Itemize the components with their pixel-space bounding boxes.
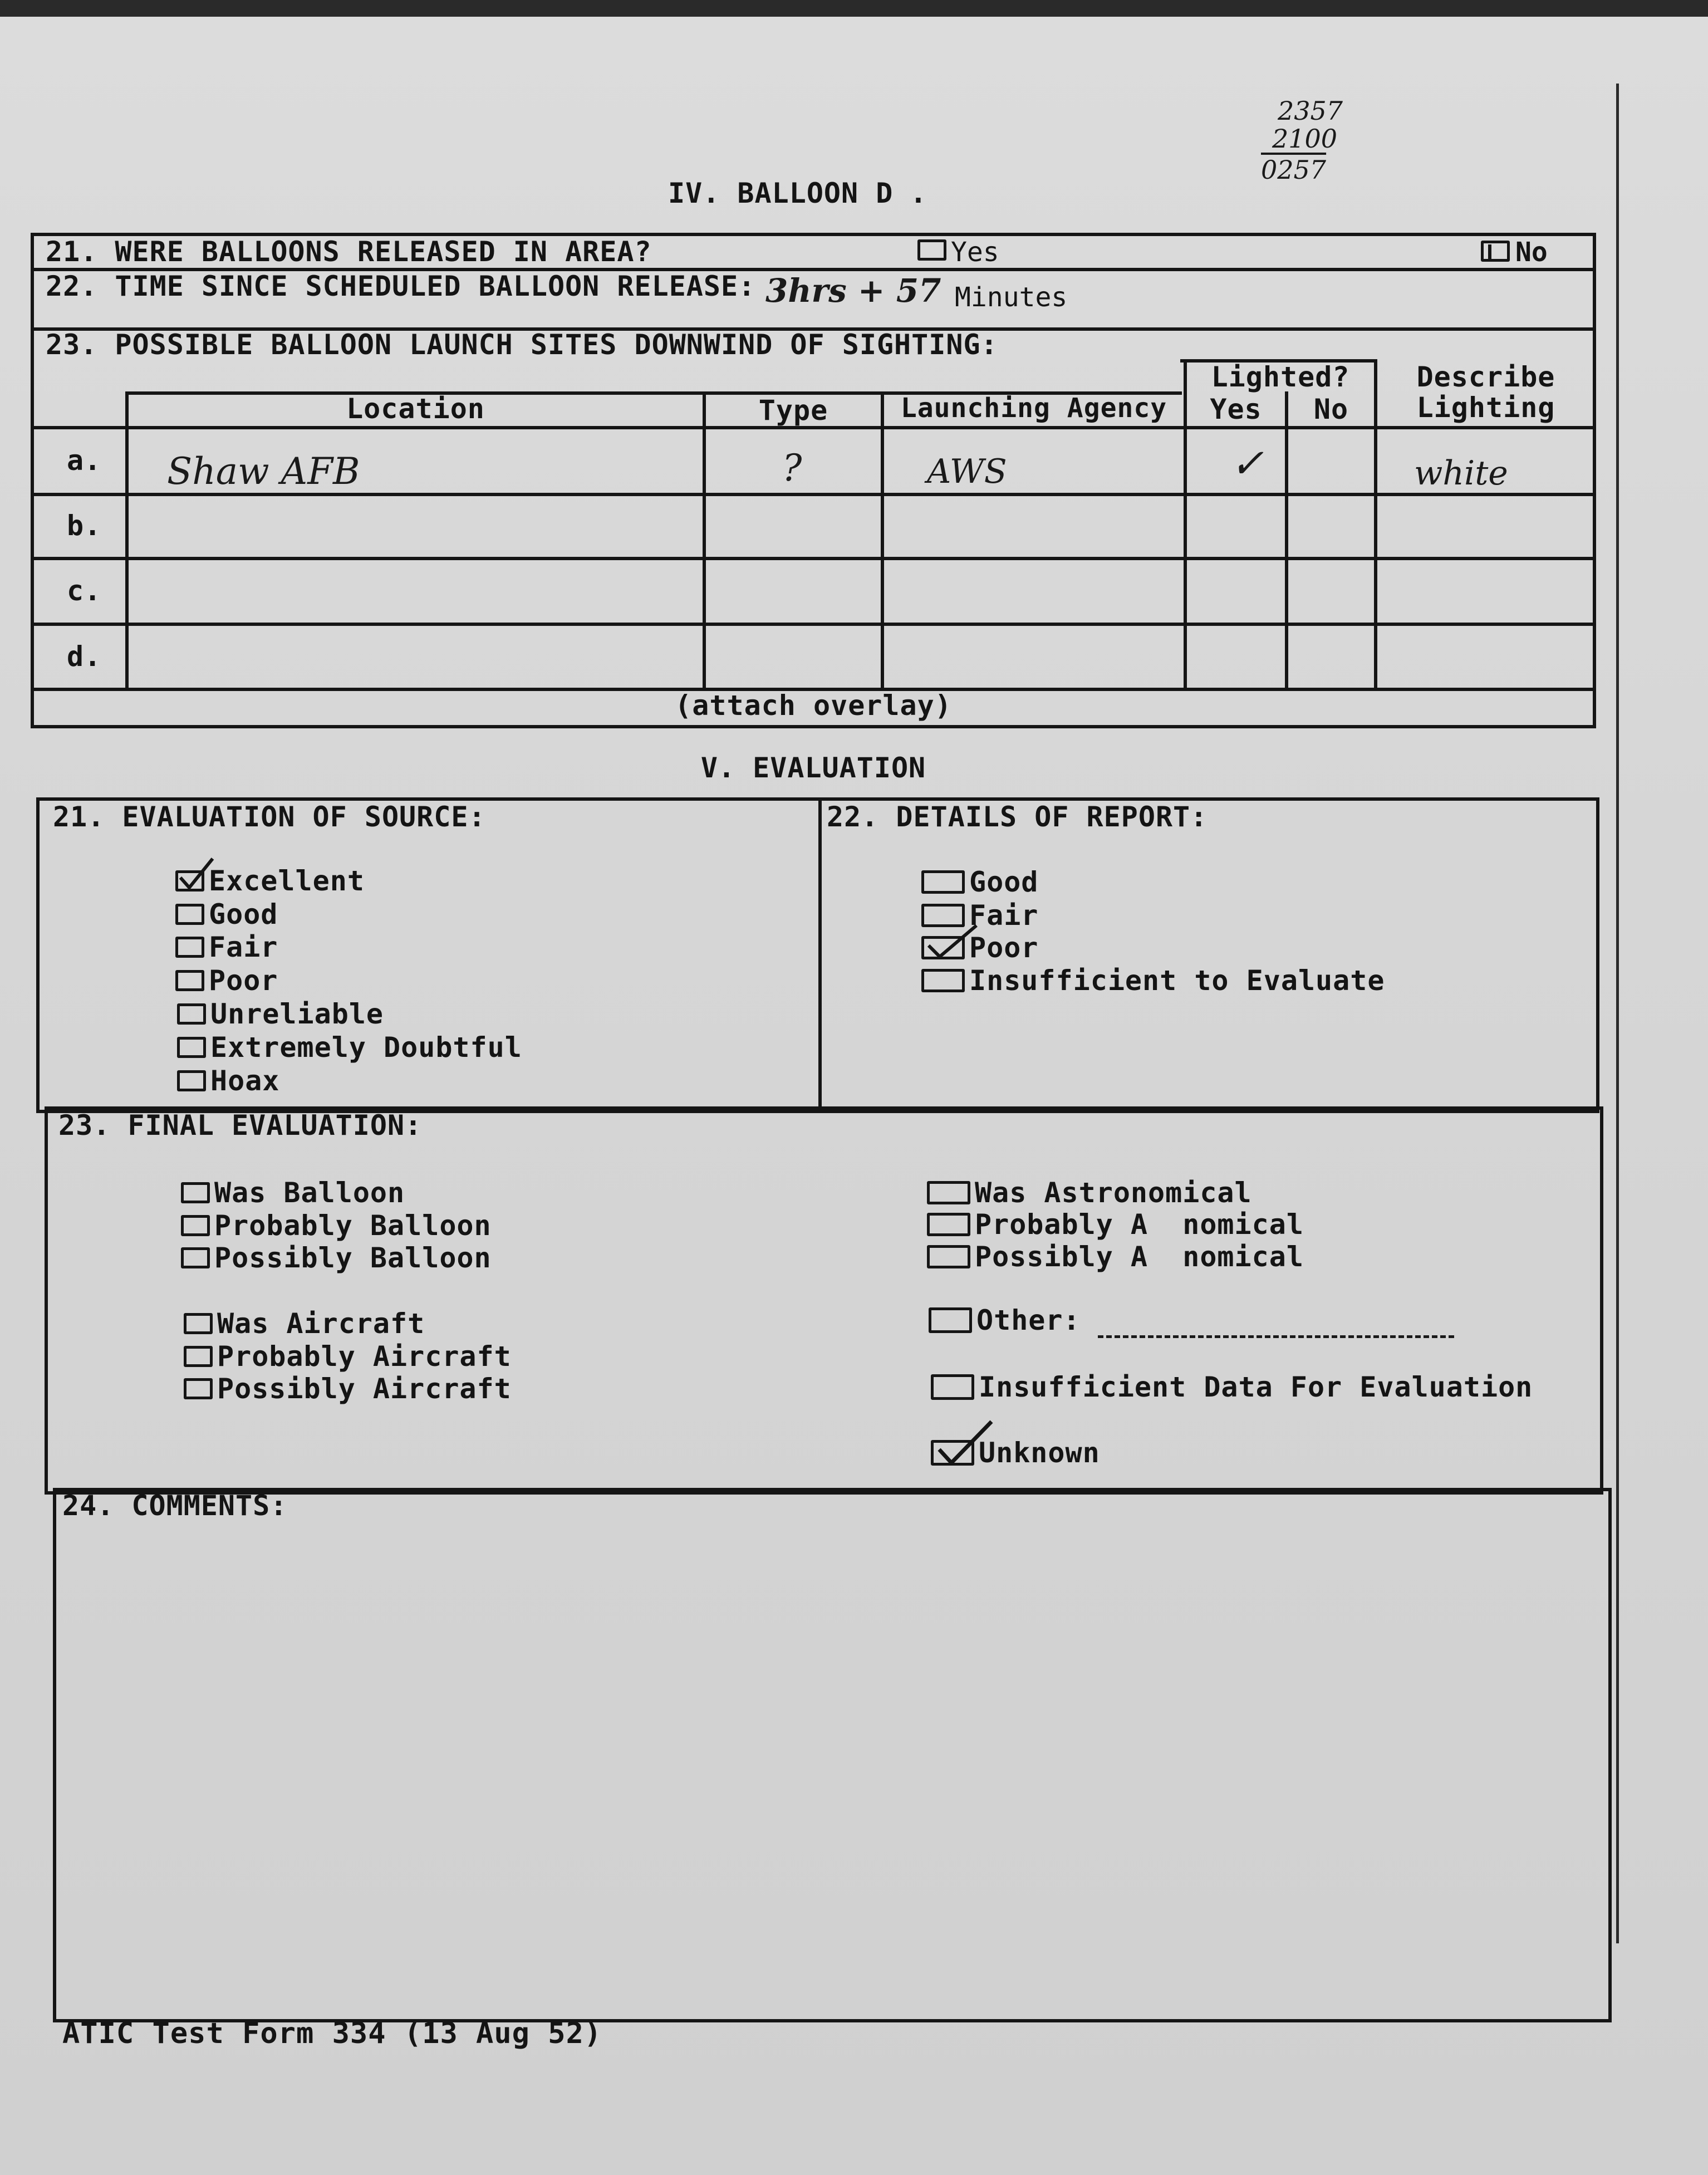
final-was-balloon-checkbox[interactable]	[181, 1182, 210, 1203]
final-possibly-aircraft-checkbox[interactable]	[184, 1378, 213, 1399]
q22-handwritten-value: 3hrs + 57	[765, 272, 941, 310]
q21-label: 21. WERE BALLOONS RELEASED IN AREA?	[46, 236, 652, 268]
final-option-label: Was Aircraft	[217, 1307, 425, 1340]
header-location: Location	[346, 393, 485, 425]
source-option-label: Poor	[209, 964, 278, 997]
table-row-d-top	[31, 623, 1596, 626]
final-probably-aircraft-checkbox[interactable]	[184, 1346, 213, 1367]
comments-area[interactable]	[61, 1531, 1587, 2005]
check-mark-icon	[935, 1417, 996, 1467]
corner-note-2: 2100	[1272, 124, 1338, 154]
final-option-label: Possibly Balloon	[214, 1242, 492, 1274]
final-possibly-astronomical-checkbox[interactable]	[927, 1245, 970, 1268]
source-unreliable-checkbox[interactable]	[177, 1003, 206, 1025]
final-option-possibly-astronomical[interactable]	[927, 1241, 1304, 1273]
col-line-lighted	[1285, 391, 1288, 689]
check-mark-icon	[924, 923, 980, 962]
header-type: Type	[758, 394, 828, 427]
source-option-label: Good	[209, 898, 278, 930]
section-iv-title-tail: .	[910, 177, 927, 209]
final-option-label: Probably A nomical	[975, 1208, 1304, 1241]
row-lighting[interactable]: white	[1414, 454, 1508, 493]
q23-label: 23. POSSIBLE BALLOON LAUNCH SITES DOWNWIND OF SIGHTING:	[46, 329, 998, 361]
final-option-unknown[interactable]	[931, 1437, 1100, 1469]
q22-unit: Minutes	[955, 282, 1068, 313]
final-option-possibly-balloon[interactable]	[181, 1242, 492, 1274]
source-option-label: Excellent	[209, 865, 365, 897]
row-lighted-yes[interactable]: ✓	[1230, 440, 1264, 487]
source-excellent-checkbox[interactable]	[175, 870, 204, 891]
final-evaluation-frame	[45, 1106, 1603, 1495]
details-label: 22. DETAILS OF REPORT:	[827, 801, 1208, 833]
details-option-insufficient[interactable]	[921, 964, 1385, 997]
corner-note-1: 2357	[1278, 96, 1343, 126]
details-option-good[interactable]	[921, 866, 1038, 898]
header-lighting: Lighting	[1416, 391, 1555, 424]
final-insufficient-checkbox[interactable]	[931, 1374, 974, 1400]
header-lighted: Lighted?	[1211, 361, 1350, 393]
final-option-insufficient[interactable]	[931, 1371, 1533, 1403]
table-row-b-top	[31, 493, 1596, 496]
final-option-label: Possibly Aircraft	[217, 1373, 512, 1405]
check-mark-icon	[177, 855, 216, 894]
page-edge-line	[1616, 84, 1619, 1943]
final-option-label: Probably Aircraft	[217, 1340, 512, 1373]
section-iv-title	[668, 177, 927, 209]
header-lighted-no: No	[1313, 393, 1349, 425]
final-option-possibly-aircraft[interactable]	[184, 1373, 512, 1405]
final-option-label: Was Balloon	[214, 1177, 405, 1209]
source-option-good[interactable]	[175, 898, 278, 930]
form-footer: ATIC Test Form 334 (13 Aug 52)	[62, 2017, 602, 2050]
source-option-unreliable[interactable]	[177, 998, 384, 1030]
q21-yes-checkbox[interactable]	[917, 239, 946, 261]
details-option-label: Poor	[969, 932, 1039, 964]
header-lighted-yes: Yes	[1210, 393, 1262, 425]
final-option-probably-aircraft[interactable]	[184, 1340, 512, 1373]
corner-note-3: 0257	[1261, 155, 1327, 185]
final-option-was-balloon[interactable]	[181, 1177, 405, 1209]
q21-no-mark	[1488, 244, 1491, 259]
final-option-was-aircraft[interactable]	[184, 1307, 425, 1340]
q21-no-checkbox[interactable]	[1481, 241, 1510, 262]
table-row-c-top	[31, 557, 1596, 560]
source-extremely-doubtful-checkbox[interactable]	[177, 1037, 206, 1058]
comments-label: 24. COMMENTS:	[62, 1490, 288, 1522]
final-option-probably-astronomical[interactable]	[927, 1208, 1304, 1241]
row-letter: b.	[67, 510, 102, 542]
final-probably-astronomical-checkbox[interactable]	[927, 1213, 970, 1236]
row-agency[interactable]: AWS	[927, 452, 1007, 491]
row-letter: d.	[67, 640, 102, 673]
final-option-label: Probably Balloon	[214, 1209, 492, 1242]
details-option-label: Fair	[969, 899, 1039, 932]
final-option-label: Unknown	[979, 1437, 1100, 1469]
col-line-type	[881, 391, 884, 689]
scan-top-edge	[0, 0, 1708, 17]
source-option-extremely-doubtful[interactable]	[177, 1031, 522, 1064]
row-letter: a.	[67, 444, 102, 477]
details-insufficient-checkbox[interactable]	[921, 969, 965, 992]
col-line-location	[703, 391, 706, 689]
source-good-checkbox[interactable]	[175, 904, 204, 925]
details-poor-checkbox[interactable]	[921, 936, 965, 959]
details-good-checkbox[interactable]	[921, 870, 965, 894]
source-option-excellent[interactable]	[175, 865, 365, 897]
section-iv-title-text: IV. BALLOON D	[668, 177, 894, 209]
overlay-note: (attach overlay)	[675, 689, 952, 722]
source-option-hoax[interactable]	[177, 1065, 279, 1097]
evaluation-split-line	[818, 797, 822, 1109]
final-option-label: Insufficient Data For Evaluation	[979, 1371, 1533, 1403]
final-possibly-balloon-checkbox[interactable]	[181, 1247, 210, 1268]
final-option-probably-balloon[interactable]	[181, 1209, 492, 1242]
source-poor-checkbox[interactable]	[175, 970, 204, 991]
row-location[interactable]: Shaw AFB	[167, 450, 360, 493]
section-v-title: V. EVALUATION	[700, 752, 926, 784]
source-option-label: Fair	[209, 931, 278, 963]
final-option-label: Other:	[976, 1304, 1081, 1336]
source-option-label: Extremely Doubtful	[210, 1031, 522, 1064]
final-other-checkbox[interactable]	[929, 1307, 972, 1333]
final-option-other[interactable]	[929, 1304, 1081, 1336]
details-option-label: Insufficient to Evaluate	[969, 964, 1385, 997]
col-line-letter	[125, 391, 129, 689]
q21-no-label: No	[1515, 237, 1548, 268]
q22-label: 22. TIME SINCE SCHEDULED BALLOON RELEASE:	[46, 270, 756, 302]
final-label: 23. FINAL EVALUATION:	[58, 1109, 423, 1142]
final-was-astronomical-checkbox[interactable]	[927, 1181, 970, 1204]
source-option-label: Unreliable	[210, 998, 384, 1030]
final-option-label: Possibly A nomical	[975, 1241, 1304, 1273]
q21-yes-label: Yes	[951, 237, 999, 268]
final-other-line[interactable]	[1098, 1335, 1454, 1338]
header-agency: Launching Agency	[900, 393, 1167, 424]
final-option-was-astronomical[interactable]	[927, 1177, 1252, 1209]
row-type[interactable]: ?	[782, 447, 802, 489]
details-option-label: Good	[969, 866, 1039, 898]
source-option-fair[interactable]	[175, 931, 278, 963]
final-option-label: Was Astronomical	[975, 1177, 1252, 1209]
row-letter: c.	[67, 575, 102, 607]
details-option-poor[interactable]	[921, 932, 1038, 964]
source-option-poor[interactable]	[175, 964, 278, 997]
source-hoax-checkbox[interactable]	[177, 1070, 206, 1091]
header-describe: Describe	[1416, 361, 1555, 393]
source-label: 21. EVALUATION OF SOURCE:	[53, 801, 486, 833]
final-was-aircraft-checkbox[interactable]	[184, 1313, 213, 1334]
source-fair-checkbox[interactable]	[175, 937, 204, 958]
final-unknown-checkbox[interactable]	[931, 1440, 974, 1466]
source-option-label: Hoax	[210, 1065, 280, 1097]
final-probably-balloon-checkbox[interactable]	[181, 1215, 210, 1236]
